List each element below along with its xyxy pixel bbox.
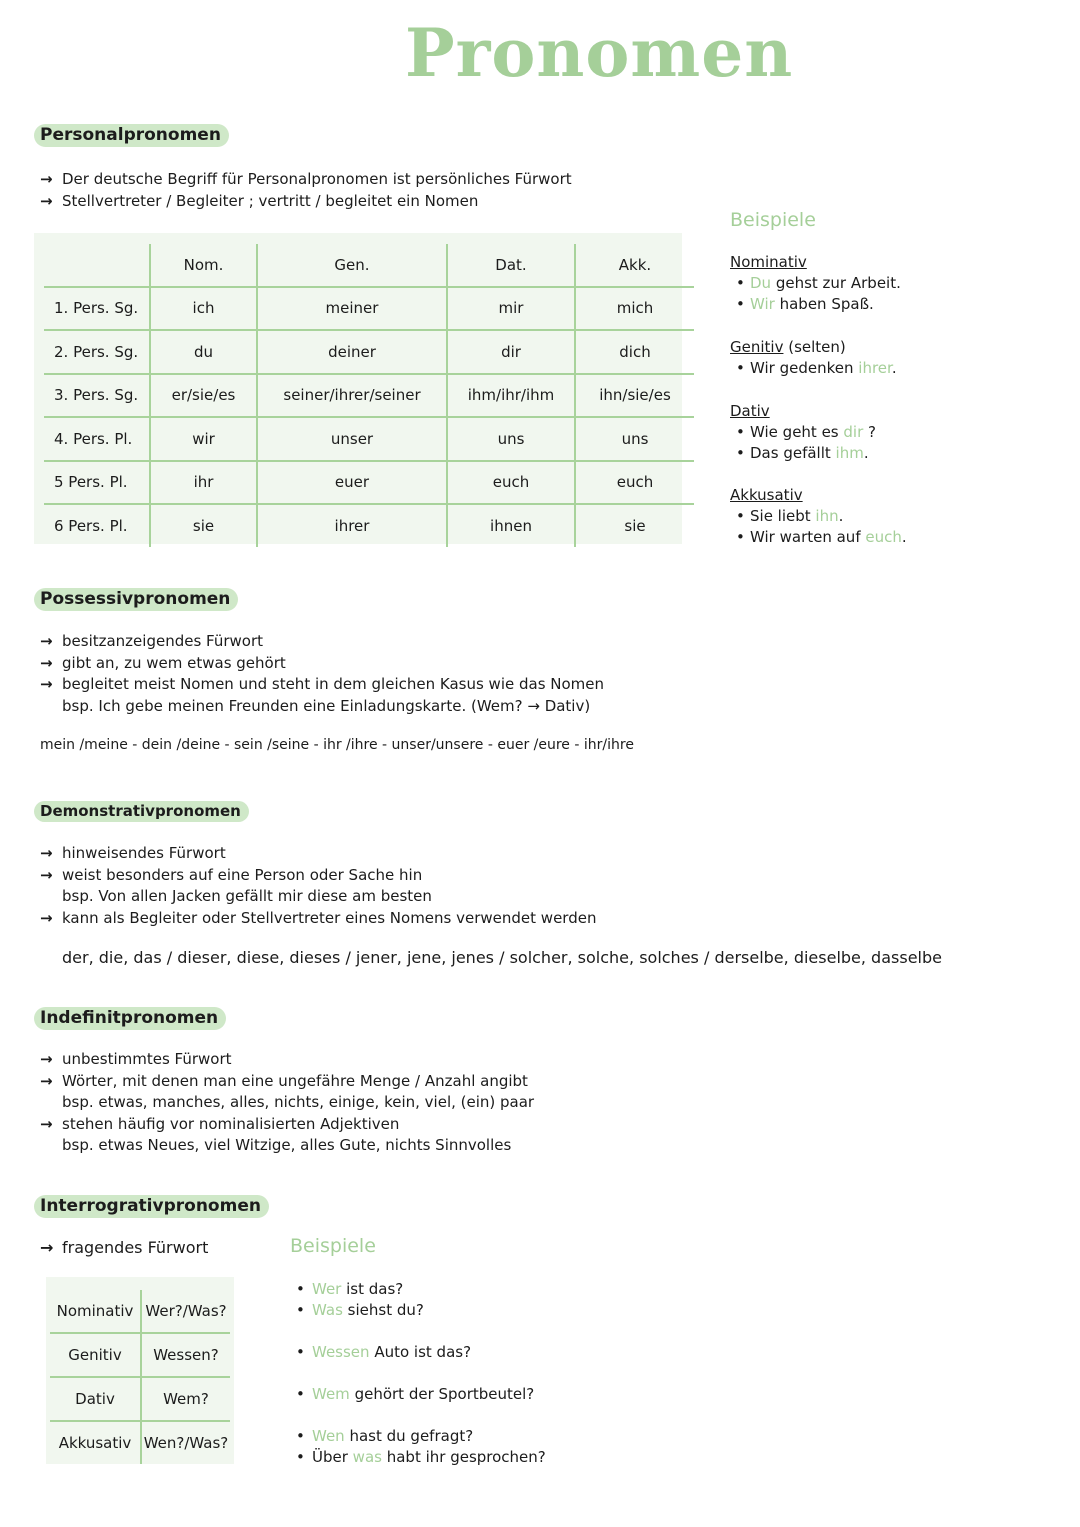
table-cell: ihr — [150, 461, 257, 505]
indefinite-points — [40, 1049, 534, 1157]
list-item: → hinweisendes Fürwort — [40, 843, 596, 865]
case-label: Genitiv — [730, 338, 784, 356]
table-cell: Wessen? — [141, 1333, 230, 1377]
example-genitiv: Genitiv (selten) • Wir gedenken ihrer. — [730, 337, 897, 379]
demonstrative-forms: der, die, das / dieser, diese, dieses / jener, jene, jenes / solcher, solche, solches / derselbe, dieselbe, dasselbe — [62, 948, 942, 967]
section-heading-possessive: Possessivpronomen — [34, 588, 238, 611]
table-cell: mich — [575, 287, 694, 331]
example-line: bsp. etwas, manches, alles, nichts, einige, kein, viel, (ein) paar — [62, 1093, 535, 1111]
interrogative-table — [50, 1290, 230, 1464]
arrow-icon: → — [40, 191, 53, 210]
list-item: → kann als Begleiter oder Stellvertreter eines Nomens verwendet werden — [40, 908, 596, 930]
table-cell: unser — [257, 417, 447, 461]
example-akkusativ — [730, 485, 907, 548]
example-dativ — [730, 401, 876, 464]
interrogative-examples-akk — [294, 1426, 546, 1468]
possessive-points — [40, 631, 604, 717]
table-cell: ihm/ihr/ihm — [447, 374, 575, 418]
table-header: Gen. — [257, 244, 447, 287]
possessive-forms: mein /meine - dein /deine - sein /seine - ihr /ihre - unser/unsere - euer /eure - ihr/ihre — [40, 737, 634, 753]
table-cell: Akkusativ — [50, 1421, 141, 1464]
table-cell: Genitiv — [50, 1333, 141, 1377]
table-cell: er/sie/es — [150, 374, 257, 418]
table-cell: 6 Pers. Pl. — [44, 504, 150, 547]
table-cell: 3. Pers. Sg. — [44, 374, 150, 418]
list-item: • Wer ist das? — [294, 1279, 424, 1300]
table-row — [50, 1333, 230, 1377]
table-row — [44, 330, 694, 374]
table-row — [44, 374, 694, 418]
table-cell: dir — [447, 330, 575, 374]
arrow-icon: → — [40, 1114, 53, 1133]
list-item: • Wen hast du gefragt? — [294, 1426, 546, 1447]
table-cell: wir — [150, 417, 257, 461]
arrow-icon: → — [40, 170, 53, 188]
table-cell: Dativ — [50, 1377, 141, 1421]
case-label: Akkusativ — [730, 486, 803, 504]
list-item: • Was siehst du? — [294, 1300, 424, 1321]
list-item: → Wörter, mit denen man eine ungefähre Menge / Anzahl angibt — [40, 1071, 534, 1093]
table-header: Akk. — [575, 244, 694, 287]
table-cell: uns — [447, 417, 575, 461]
list-item: • Sie liebt ihn. — [730, 506, 907, 527]
table-cell: dich — [575, 330, 694, 374]
table-header: Nom. — [150, 244, 257, 287]
table-cell: meiner — [257, 287, 447, 331]
table-cell: Wen?/Was? — [143, 1434, 229, 1452]
section-heading-demonstrative: Demonstrativpronomen — [34, 801, 249, 822]
interrogative-examples-title: Beispiele — [290, 1235, 376, 1257]
section-heading-personal: Personalpronomen — [34, 124, 229, 147]
table-header-row — [44, 244, 694, 287]
table-cell: ich — [150, 287, 257, 331]
list-item: → stehen häufig vor nominalisierten Adjektiven — [40, 1114, 534, 1136]
table-cell: 5 Pers. Pl. — [44, 461, 150, 505]
table-cell: 2. Pers. Sg. — [44, 330, 150, 374]
list-item: • Das gefällt ihm. — [730, 443, 876, 464]
personal-pronoun-table — [44, 244, 694, 547]
interrogative-point: → fragendes Fürwort — [40, 1238, 209, 1257]
table-cell: sie — [150, 504, 257, 547]
table-cell: euch — [575, 461, 694, 505]
examples-title: Beispiele — [730, 209, 816, 231]
list-item: • Wessen Auto ist das? — [294, 1342, 471, 1363]
list-item: → Stellvertreter / Begleiter ; vertritt / begleitet ein Nomen — [40, 191, 572, 213]
section-heading-interrogative: Interrogrativpronomen — [34, 1195, 269, 1218]
demonstrative-points — [40, 843, 596, 929]
interrogative-examples-gen — [294, 1342, 471, 1363]
list-item: • Wir gedenken ihrer. — [730, 358, 897, 379]
table-cell: du — [150, 330, 257, 374]
table-row — [44, 461, 694, 505]
example-line: bsp. Von allen Jacken gefällt mir diese am besten — [62, 887, 432, 905]
table-cell: Wem? — [141, 1377, 230, 1421]
interrogative-examples-nom — [294, 1279, 424, 1321]
table-cell: sie — [624, 516, 646, 535]
table-cell: ihrer — [257, 504, 447, 547]
table-cell: euch — [447, 461, 575, 505]
table-row — [44, 287, 694, 331]
table-row — [50, 1421, 230, 1464]
table-cell: mir — [447, 287, 575, 331]
table-cell: deiner — [257, 330, 447, 374]
table-cell: Wer?/Was? — [141, 1290, 230, 1333]
list-item: → besitzanzeigendes Fürwort — [40, 631, 604, 653]
case-label: Dativ — [730, 402, 770, 420]
personal-points — [40, 169, 572, 212]
case-label: Nominativ — [730, 253, 807, 271]
list-item: → Der deutsche Begriff für Personalpronomen ist persönliches Fürwort — [40, 169, 572, 191]
table-cell: 4. Pers. Pl. — [44, 417, 150, 461]
example-line: bsp. etwas Neues, viel Witzige, alles Gute, nichts Sinnvolles — [62, 1136, 512, 1154]
arrow-icon: → — [40, 844, 53, 862]
example-line: bsp. Ich gebe meinen Freunden eine Einladungskarte. (Wem? → Dativ) — [62, 696, 591, 715]
interrogative-examples-dat — [294, 1384, 534, 1405]
arrow-icon: → — [40, 675, 53, 693]
table-cell: seiner/ihrer/seiner — [257, 374, 447, 418]
table-cell: 1. Pers. Sg. — [44, 287, 150, 331]
list-item: • Wir haben Spaß. — [730, 294, 901, 315]
list-item: • Wem gehört der Sportbeutel? — [294, 1384, 534, 1405]
example-nominativ — [730, 252, 901, 315]
arrow-icon: → — [40, 1238, 54, 1257]
table-header — [44, 244, 150, 287]
arrow-icon: → — [40, 653, 53, 672]
arrow-icon: → — [40, 908, 53, 927]
arrow-icon: → — [40, 865, 53, 884]
table-cell: euer — [257, 461, 447, 505]
table-header: Dat. — [447, 244, 575, 287]
list-item: → begleitet meist Nomen und steht in dem gleichen Kasus wie das Nomen — [40, 674, 604, 696]
table-cell: Nominativ — [50, 1290, 141, 1333]
arrow-icon: → — [40, 1071, 53, 1090]
table-cell: ihn/sie/es — [575, 374, 694, 418]
page-title: Pronomen — [405, 14, 794, 92]
list-item: • Wie geht es dir ? — [730, 422, 876, 443]
list-item: • Du gehst zur Arbeit. — [730, 273, 901, 294]
arrow-icon: → — [40, 632, 53, 650]
list-item: • Über was habt ihr gesprochen? — [294, 1447, 546, 1468]
list-item: • Wir warten auf euch. — [730, 527, 907, 548]
table-cell: ihnen — [447, 504, 575, 547]
section-heading-indefinite: Indefinitpronomen — [34, 1007, 226, 1030]
table-row — [50, 1377, 230, 1421]
table-row — [44, 504, 694, 547]
table-row — [50, 1290, 230, 1333]
table-cell: uns — [575, 417, 694, 461]
list-item: → gibt an, zu wem etwas gehört — [40, 653, 604, 675]
arrow-icon: → — [40, 1050, 53, 1068]
list-item: → weist besonders auf eine Person oder Sache hin — [40, 865, 596, 887]
list-item: → unbestimmtes Fürwort — [40, 1049, 534, 1071]
table-row — [44, 417, 694, 461]
